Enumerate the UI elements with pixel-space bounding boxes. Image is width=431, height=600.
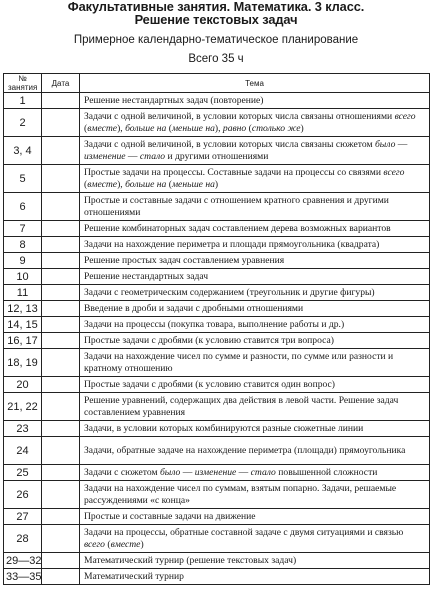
table-row xyxy=(4,569,430,585)
table-row xyxy=(4,301,430,317)
lesson-date xyxy=(42,437,80,465)
lesson-topic: Задачи с геометрическим содержанием (треугольник и другие фигуры) xyxy=(80,285,430,301)
lesson-topic: Простые и составные задачи с отношением кратного сравнения и другими отношениями xyxy=(80,193,430,221)
header-lesson-number: № занятия xyxy=(4,74,42,93)
lesson-number: 8 xyxy=(4,237,42,253)
lesson-date xyxy=(42,165,80,193)
lesson-number: 10 xyxy=(4,269,42,285)
lesson-date xyxy=(42,525,80,553)
table-row xyxy=(4,285,430,301)
lesson-number: 9 xyxy=(4,253,42,269)
lesson-number: 2 xyxy=(4,109,42,137)
lesson-date xyxy=(42,269,80,285)
lesson-number: 33—35 xyxy=(4,569,42,585)
lesson-number: 11 xyxy=(4,285,42,301)
table-row xyxy=(4,93,430,109)
lesson-number: 12, 13 xyxy=(4,301,42,317)
lesson-number: 20 xyxy=(4,377,42,393)
table-row xyxy=(4,553,430,569)
table-row xyxy=(4,269,430,285)
table-row xyxy=(4,193,430,221)
table-row xyxy=(4,437,430,465)
lesson-date xyxy=(42,301,80,317)
table-row xyxy=(4,221,430,237)
table-row xyxy=(4,421,430,437)
lesson-topic: Задачи на нахождение чисел по сумме и разности, по сумме или разности и кратному отношению xyxy=(80,349,430,377)
lesson-topic: Решение уравнений, содержащих два действия в левой части. Решение задач составлением уравнения xyxy=(80,393,430,421)
lesson-topic: Задачи на процессы, обратные составной задаче с двумя ситуациями и связью всего (вместе) xyxy=(80,525,430,553)
schedule-table xyxy=(3,73,430,585)
total-hours: Всего 35 ч xyxy=(188,53,244,65)
lesson-topic: Математический турнир (решение текстовых задач) xyxy=(80,553,430,569)
lesson-topic: Задачи, в условии которых комбинируются разные сюжетные линии xyxy=(80,421,430,437)
lesson-number: 29—32 xyxy=(4,553,42,569)
lesson-topic: Задачи с одной величиной, в условии которых числа связаны сюжетом было — изменение — стало и другими отношениями xyxy=(80,137,430,165)
lesson-date xyxy=(42,285,80,301)
table-row xyxy=(4,237,430,253)
lesson-date xyxy=(42,317,80,333)
table-row xyxy=(4,317,430,333)
table-row xyxy=(4,349,430,377)
table-row xyxy=(4,481,430,509)
lesson-topic: Решение нестандартных задач xyxy=(80,269,430,285)
lesson-number: 28 xyxy=(4,525,42,553)
lesson-number: 27 xyxy=(4,509,42,525)
table-row xyxy=(4,109,430,137)
lesson-date xyxy=(42,553,80,569)
lesson-number: 6 xyxy=(4,193,42,221)
lesson-number: 1 xyxy=(4,93,42,109)
lesson-number: 21, 22 xyxy=(4,393,42,421)
lesson-date xyxy=(42,109,80,137)
page-title-line2: Решение текстовых задач xyxy=(134,12,298,27)
lesson-date xyxy=(42,569,80,585)
lesson-date xyxy=(42,237,80,253)
lesson-date xyxy=(42,481,80,509)
lesson-topic: Простые задачи с дробями (к условию ставится один вопрос) xyxy=(80,377,430,393)
table-row xyxy=(4,525,430,553)
lesson-number: 23 xyxy=(4,421,42,437)
lesson-date xyxy=(42,349,80,377)
table-row xyxy=(4,333,430,349)
table-row xyxy=(4,253,430,269)
lesson-topic: Простые задачи на процессы. Составные задачи на процессы со связями всего (вместе), больше на (меньше на) xyxy=(80,165,430,193)
table-row xyxy=(4,165,430,193)
lesson-number: 5 xyxy=(4,165,42,193)
lesson-topic: Задачи на нахождение чисел по суммам, взятым попарно. Задачи, решаемые рассуждениями «с конца» xyxy=(80,481,430,509)
lesson-number: 16, 17 xyxy=(4,333,42,349)
table-body xyxy=(4,93,430,585)
lesson-topic: Простые задачи с дробями (к условию ставится три вопроса) xyxy=(80,333,430,349)
lesson-date xyxy=(42,253,80,269)
lesson-date xyxy=(42,465,80,481)
lesson-number: 24 xyxy=(4,437,42,465)
lesson-topic: Задачи на процессы (покупка товара, выполнение работы и др.) xyxy=(80,317,430,333)
lesson-topic: Решение простых задач составлением уравнения xyxy=(80,253,430,269)
lesson-topic: Решение комбинаторных задач составлением дерева возможных вариантов xyxy=(80,221,430,237)
lesson-date xyxy=(42,421,80,437)
lesson-number: 18, 19 xyxy=(4,349,42,377)
header-topic: Тема xyxy=(80,74,430,93)
lesson-topic: Решение нестандартных задач (повторение) xyxy=(80,93,430,109)
lesson-number: 14, 15 xyxy=(4,317,42,333)
page-subtitle: Примерное календарно-тематическое планирование xyxy=(73,34,359,46)
table-row xyxy=(4,509,430,525)
lesson-date xyxy=(42,137,80,165)
lesson-date xyxy=(42,333,80,349)
lesson-date xyxy=(42,509,80,525)
table-row xyxy=(4,377,430,393)
lesson-number: 3, 4 xyxy=(4,137,42,165)
table-header-row xyxy=(4,74,430,93)
lesson-date xyxy=(42,393,80,421)
lesson-date xyxy=(42,377,80,393)
lesson-topic: Введение в дроби и задачи с дробными отношениями xyxy=(80,301,430,317)
table-row xyxy=(4,393,430,421)
lesson-number: 26 xyxy=(4,481,42,509)
table-row xyxy=(4,465,430,481)
header-date: Дата xyxy=(42,74,80,93)
lesson-date xyxy=(42,221,80,237)
lesson-date xyxy=(42,93,80,109)
lesson-topic: Задачи, обратные задаче на нахождение периметра (площади) прямоугольника xyxy=(80,437,430,465)
page-title: Факультативные занятия. Математика. 3 класс. xyxy=(67,0,365,14)
lesson-date xyxy=(42,193,80,221)
lesson-number: 7 xyxy=(4,221,42,237)
lesson-topic: Задачи с одной величиной, в условии которых числа связаны отношениями всего (вместе), больше на (меньше на), равно (столько же) xyxy=(80,109,430,137)
lesson-topic: Задачи на нахождение периметра и площади прямоугольника (квадрата) xyxy=(80,237,430,253)
lesson-topic: Простые и составные задачи на движение xyxy=(80,509,430,525)
table-row xyxy=(4,137,430,165)
lesson-topic: Задачи с сюжетом было — изменение — стало повышенной сложности xyxy=(80,465,430,481)
lesson-topic: Математический турнир xyxy=(80,569,430,585)
lesson-number: 25 xyxy=(4,465,42,481)
